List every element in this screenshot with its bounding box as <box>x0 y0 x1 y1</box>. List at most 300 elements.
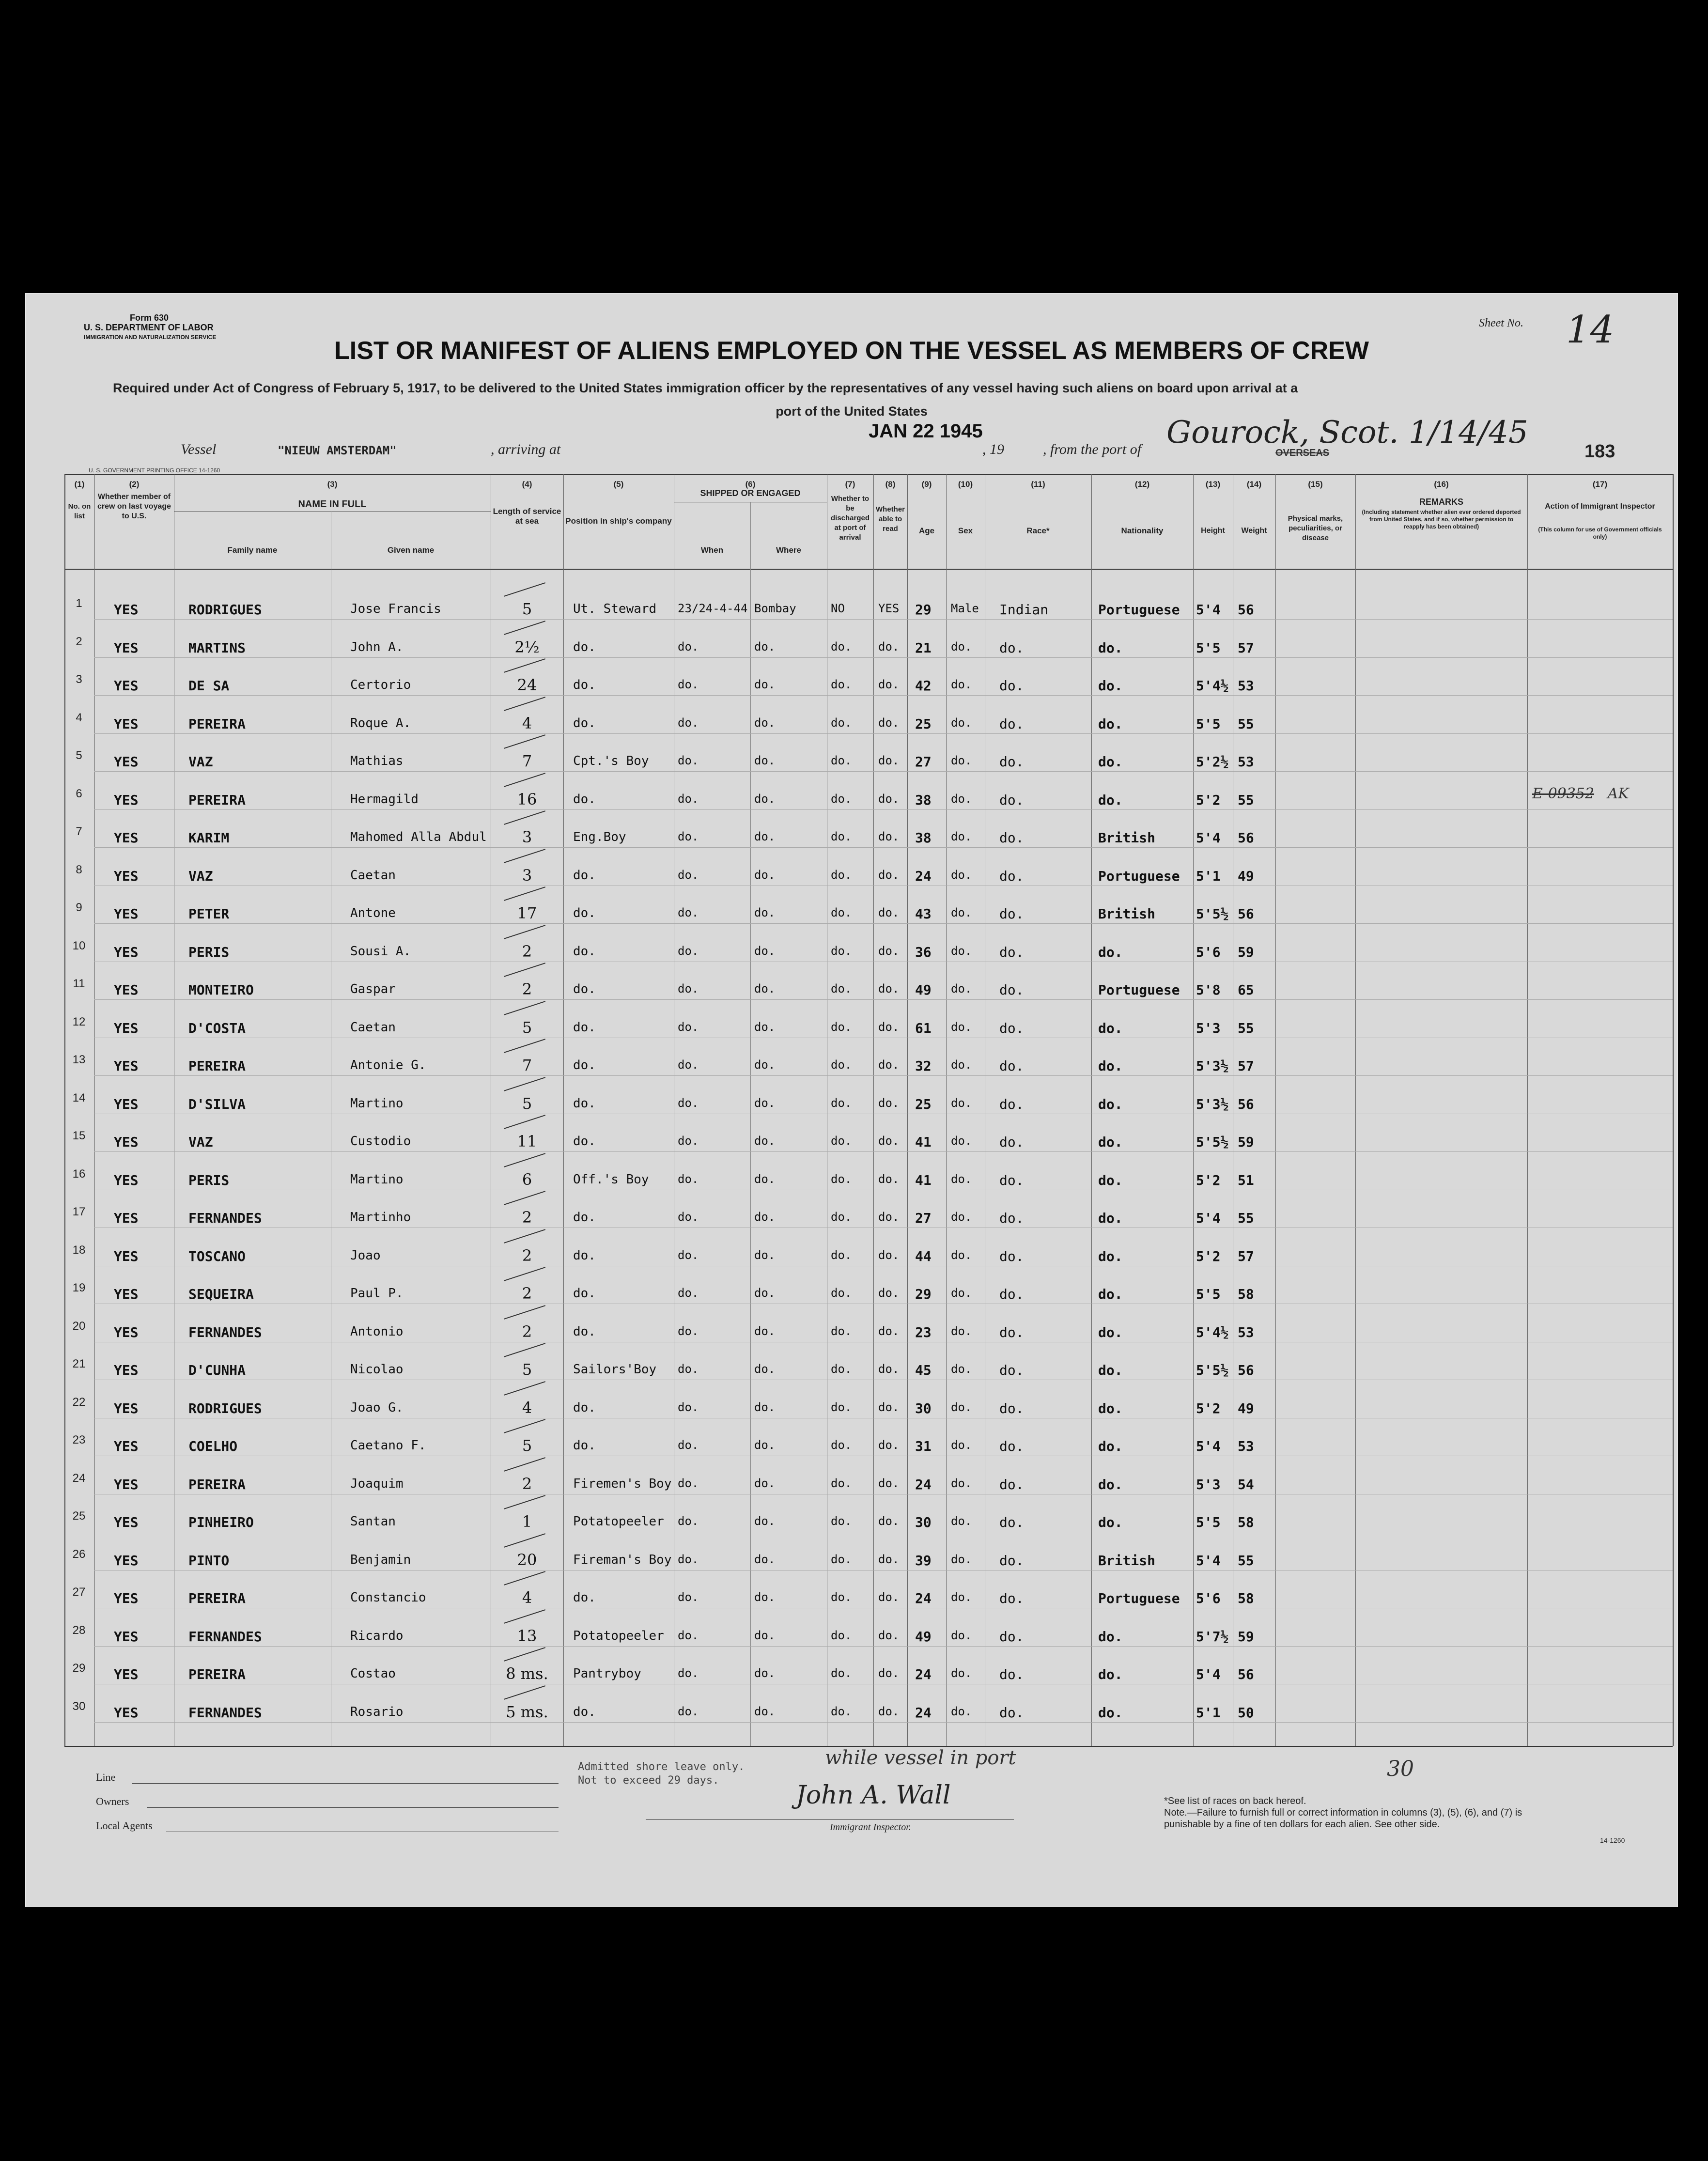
cell-when: do. <box>678 1400 699 1414</box>
cell-read: do. <box>878 1286 900 1300</box>
cell-read: do. <box>878 1628 900 1642</box>
cell-height: 5'5½ <box>1196 906 1229 922</box>
row-number: 25 <box>72 1509 86 1523</box>
cell-weight: 55 <box>1238 1020 1254 1036</box>
cell-family: SEQUEIRA <box>188 1286 254 1302</box>
cell-age: 24 <box>915 1476 932 1492</box>
cell-age: 30 <box>915 1514 932 1530</box>
cell-family: VAZ <box>188 868 213 884</box>
cell-sex: do. <box>951 868 972 882</box>
cell-nat: British <box>1098 906 1156 922</box>
service-check-mark <box>504 1647 545 1662</box>
row-rule <box>94 923 1673 924</box>
cell-disch: do. <box>831 1324 852 1338</box>
cell-sex: do. <box>951 1324 972 1338</box>
cell-nat: do. <box>1098 1324 1123 1340</box>
cell-sex: do. <box>951 1476 972 1490</box>
cell-when: do. <box>678 1020 699 1034</box>
cell-given: Certorio <box>350 678 411 692</box>
cell-position: do. <box>573 678 596 692</box>
footer-note-1: *See list of races on back hereof. <box>1164 1796 1306 1806</box>
cell-weight: 56 <box>1238 1362 1254 1378</box>
cell-where: do. <box>754 1134 776 1148</box>
cell-given: Roque A. <box>350 715 411 731</box>
cell-where: do. <box>754 868 776 882</box>
cell-prev: YES <box>114 1210 139 1226</box>
column-rule <box>1193 474 1194 1746</box>
header-c17: Action of Immigrant Inspector <box>1545 502 1655 511</box>
cell-when: do. <box>678 1666 699 1680</box>
cell-given: Mahomed Alla Abdul <box>350 830 487 844</box>
cell-race: do. <box>999 1476 1024 1492</box>
cell-height: 5'5 <box>1196 1514 1221 1530</box>
cell-position: Potatopeeler <box>573 1628 664 1643</box>
cell-position: do. <box>573 792 596 807</box>
cell-given: Custodio <box>350 1134 411 1149</box>
cell-prev: YES <box>114 1362 139 1378</box>
service-check-mark <box>504 925 545 939</box>
cell-age: 24 <box>915 1704 932 1721</box>
header-c2: Whether member of crew on last voyage to U.S. <box>97 493 171 520</box>
row-rule <box>94 1075 1673 1076</box>
cell-disch: do. <box>831 1590 852 1604</box>
cell-height: 5'7½ <box>1196 1628 1229 1645</box>
row-number: 11 <box>73 977 85 990</box>
header-c15: Physical marks, peculiarities, or disease <box>1288 514 1343 542</box>
cell-when: do. <box>678 868 699 882</box>
cell-read: do. <box>878 1248 900 1262</box>
cell-given: Sousi A. <box>350 944 411 959</box>
row-number: 10 <box>72 939 86 952</box>
cell-height: 5'4 <box>1196 602 1221 618</box>
cell-read: do. <box>878 1514 900 1528</box>
cell-age: 29 <box>915 602 932 618</box>
cell-sex: do. <box>951 982 972 995</box>
cell-age: 32 <box>915 1058 932 1074</box>
printing-office-note: U. S. GOVERNMENT PRINTING OFFICE 14-1260 <box>89 467 220 474</box>
cell-read: do. <box>878 1704 900 1718</box>
service-check-mark <box>504 1533 545 1548</box>
cell-family: MARTINS <box>188 639 246 656</box>
cell-prev: YES <box>114 792 139 808</box>
cell-prev: YES <box>114 678 139 694</box>
cell-height: 5'4 <box>1196 1210 1221 1226</box>
service-check-mark <box>504 1077 545 1091</box>
cell-given: John A. <box>350 639 404 654</box>
cell-where: do. <box>754 1476 776 1490</box>
cell-sex: do. <box>951 1514 972 1528</box>
cell-when: do. <box>678 639 699 653</box>
cell-given: Costao <box>350 1666 396 1681</box>
column-number: (1) <box>74 480 85 489</box>
cell-disch: do. <box>831 1438 852 1452</box>
cell-given: Joao G. <box>350 1400 404 1415</box>
cell-read: do. <box>878 1438 900 1452</box>
form-code: 14-1260 <box>1600 1836 1625 1844</box>
cell-race: do. <box>999 1172 1024 1188</box>
cell-height: 5'1 <box>1196 1704 1221 1721</box>
remark-row5-number: E-09352 <box>1532 785 1595 802</box>
inspector-signature: John A. Wall <box>796 1781 951 1810</box>
footer-note-2: Note.—Failure to furnish full or correct information in columns (3), (5), (6), and (7) is punishable by a fine of ten dollars for each alien. See other side. <box>1164 1807 1522 1830</box>
cell-age: 27 <box>915 1210 932 1226</box>
sheet-number: 14 <box>1566 308 1615 352</box>
cell-nat: do. <box>1098 1362 1123 1378</box>
cell-when: do. <box>678 1324 699 1338</box>
cell-race: do. <box>999 868 1024 884</box>
cell-family: DE SA <box>188 678 230 694</box>
cell-sex: do. <box>951 1628 972 1642</box>
cell-when: do. <box>678 830 699 843</box>
cell-disch: do. <box>831 678 852 691</box>
cell-prev: YES <box>114 602 139 618</box>
service-check-mark <box>504 1571 545 1586</box>
cell-sex: do. <box>951 1400 972 1414</box>
cell-family: D'COSTA <box>188 1020 246 1036</box>
service-check-mark <box>504 1343 545 1357</box>
header-c3: NAME IN FULL <box>298 499 367 510</box>
cell-sex: do. <box>951 1248 972 1262</box>
service-check-mark <box>504 773 545 787</box>
cell-read: do. <box>878 1096 900 1110</box>
cell-position: do. <box>573 1134 596 1149</box>
sheet-label: Sheet No. <box>1479 317 1523 329</box>
cell-where: do. <box>754 1248 776 1262</box>
cell-position: do. <box>573 906 596 920</box>
row-number: 4 <box>76 711 82 724</box>
service-check-mark <box>504 697 545 711</box>
cell-disch: do. <box>831 1704 852 1718</box>
cell-race: do. <box>999 830 1024 846</box>
row-number: 13 <box>72 1053 86 1066</box>
cell-age: 23 <box>915 1324 932 1340</box>
cell-age: 41 <box>915 1134 932 1150</box>
header-c8: Whether able to read <box>876 505 905 533</box>
cell-height: 5'3½ <box>1196 1096 1229 1112</box>
service-check-mark <box>504 1305 545 1320</box>
cell-nat: do. <box>1098 1628 1123 1645</box>
cell-service: 13 <box>517 1626 537 1645</box>
cell-family: MONTEIRO <box>188 982 254 998</box>
cell-prev: YES <box>114 1324 139 1340</box>
cell-sex: do. <box>951 1172 972 1186</box>
cell-disch: do. <box>831 639 852 653</box>
cell-nat: do. <box>1098 792 1123 808</box>
cell-prev: YES <box>114 1286 139 1302</box>
cell-nat: do. <box>1098 1514 1123 1530</box>
cell-read: YES <box>878 602 900 615</box>
cell-race: do. <box>999 715 1024 732</box>
column-number: (5) <box>613 480 624 489</box>
row-number: 30 <box>72 1699 86 1713</box>
cell-weight: 53 <box>1238 1438 1254 1454</box>
cell-sex: do. <box>951 1058 972 1072</box>
cell-weight: 49 <box>1238 1400 1254 1416</box>
cell-nat: do. <box>1098 1096 1123 1112</box>
cell-when: do. <box>678 1172 699 1186</box>
cell-age: 30 <box>915 1400 932 1416</box>
cell-disch: do. <box>831 944 852 958</box>
column-rule <box>907 474 908 1746</box>
cell-weight: 53 <box>1238 1324 1254 1340</box>
cell-family: TOSCANO <box>188 1248 246 1264</box>
cell-height: 5'6 <box>1196 944 1221 960</box>
cell-position: Potatopeeler <box>573 1514 664 1529</box>
cell-service: 2 <box>522 1208 532 1227</box>
header-c6b: Where <box>776 545 801 555</box>
cell-read: do. <box>878 906 900 919</box>
cell-when: do. <box>678 1134 699 1148</box>
cell-prev: YES <box>114 715 139 732</box>
cell-where: do. <box>754 1590 776 1604</box>
cell-age: 24 <box>915 1590 932 1606</box>
service-check-mark <box>504 658 545 673</box>
row-number: 22 <box>72 1395 86 1409</box>
cell-race: do. <box>999 906 1024 922</box>
cell-service: 2 <box>522 1246 532 1265</box>
cell-nat: Portuguese <box>1098 868 1180 884</box>
cell-family: KARIM <box>188 830 230 846</box>
cell-weight: 55 <box>1238 1210 1254 1226</box>
cell-where: Bombay <box>754 602 796 615</box>
cell-read: do. <box>878 1552 900 1566</box>
cell-given: Mathias <box>350 754 404 768</box>
service-check-mark <box>504 849 545 863</box>
cell-family: RODRIGUES <box>188 1400 262 1416</box>
row-number: 29 <box>72 1662 86 1675</box>
row-number: 5 <box>76 749 82 762</box>
row-rule <box>94 999 1673 1000</box>
cell-prev: YES <box>114 1514 139 1530</box>
cell-weight: 55 <box>1238 715 1254 732</box>
cell-service: 7 <box>522 752 532 770</box>
cell-given: Constancio <box>350 1590 426 1605</box>
cell-service: 4 <box>522 714 532 732</box>
row-number: 27 <box>72 1586 86 1599</box>
cell-position: do. <box>573 1590 596 1605</box>
cell-family: PEREIRA <box>188 715 246 732</box>
cell-given: Paul P. <box>350 1286 404 1301</box>
header-c6: SHIPPED OR ENGAGED <box>700 488 801 498</box>
service-check-mark <box>504 1267 545 1281</box>
cell-read: do. <box>878 678 900 691</box>
signature-rule <box>646 1819 1014 1820</box>
cell-given: Antonio <box>350 1324 404 1339</box>
cell-family: PERIS <box>188 1172 230 1188</box>
cell-sex: do. <box>951 1020 972 1034</box>
cell-race: do. <box>999 1096 1024 1112</box>
cell-when: do. <box>678 754 699 767</box>
service-check-mark <box>504 1381 545 1396</box>
column-number: (3) <box>327 480 338 489</box>
header-c10: Sex <box>958 526 973 535</box>
cell-position: do. <box>573 1704 596 1719</box>
cell-when: do. <box>678 1514 699 1528</box>
cell-weight: 55 <box>1238 792 1254 808</box>
year-label: , 19 <box>982 441 1004 457</box>
cell-nat: do. <box>1098 1172 1123 1188</box>
cell-given: Benjamin <box>350 1552 411 1567</box>
service-check-mark <box>504 1115 545 1129</box>
row-number: 26 <box>72 1547 86 1561</box>
header-c16-sub: (Including statement whether alien ever ordered deported from United States, and if so, whether permission to reapply has been obtained) <box>1362 509 1521 530</box>
cell-where: do. <box>754 678 776 691</box>
cell-race: do. <box>999 678 1024 694</box>
cell-service: 5 <box>522 1018 532 1037</box>
cell-given: Ricardo <box>350 1628 404 1643</box>
cell-where: do. <box>754 1628 776 1642</box>
row-rule <box>94 619 1673 620</box>
cell-weight: 56 <box>1238 602 1254 618</box>
cell-weight: 50 <box>1238 1704 1254 1721</box>
cell-age: 61 <box>915 1020 932 1036</box>
cell-position: do. <box>573 1438 596 1453</box>
cell-disch: do. <box>831 754 852 767</box>
footer-line-label: Line <box>96 1771 116 1783</box>
cell-height: 5'1 <box>1196 868 1221 884</box>
cell-height: 5'3½ <box>1196 1058 1229 1074</box>
column-number: (13) <box>1205 480 1221 489</box>
cell-given: Antone <box>350 906 396 920</box>
cell-prev: YES <box>114 1172 139 1188</box>
required-text: Required under Act of Congress of February 5, 1917, to be delivered to the United States immigration officer by the representatives of any vessel having such aliens on board upon arrival at a <box>113 381 1298 395</box>
cell-height: 5'2½ <box>1196 754 1229 770</box>
remark-row5 <box>1532 785 1629 802</box>
cell-weight: 57 <box>1238 1248 1254 1264</box>
cell-service: 16 <box>517 790 537 808</box>
typed-remark <box>578 1760 745 1788</box>
cell-prev: YES <box>114 1476 139 1492</box>
cell-prev: YES <box>114 982 139 998</box>
column-number: (2) <box>129 480 140 489</box>
column-rule <box>1673 474 1674 1746</box>
cell-read: do. <box>878 982 900 995</box>
cell-position: Pantryboy <box>573 1666 641 1681</box>
service-check-mark <box>504 1153 545 1167</box>
cell-age: 39 <box>915 1552 932 1569</box>
service-check-mark <box>504 963 545 977</box>
cell-service: 4 <box>522 1398 532 1417</box>
cell-family: FERNANDES <box>188 1704 262 1721</box>
cell-position: Off.'s Boy <box>573 1172 649 1187</box>
cell-age: 25 <box>915 715 932 732</box>
column-rule <box>873 474 874 1746</box>
cell-nat: do. <box>1098 1210 1123 1226</box>
cell-sex: do. <box>951 944 972 958</box>
cell-weight: 56 <box>1238 1096 1254 1112</box>
header-c1: No. on list <box>68 502 91 520</box>
cell-weight: 58 <box>1238 1286 1254 1302</box>
cell-weight: 59 <box>1238 1628 1254 1645</box>
column-rule <box>1091 474 1092 1746</box>
cell-sex: Male <box>951 602 979 615</box>
cell-race: do. <box>999 944 1024 960</box>
cell-where: do. <box>754 792 776 806</box>
cell-service: 17 <box>517 904 537 922</box>
handwritten-remark: while vessel in port <box>825 1747 1016 1769</box>
cell-weight: 59 <box>1238 1134 1254 1150</box>
cell-given: Caetano F. <box>350 1438 426 1453</box>
cell-race: do. <box>999 1286 1024 1302</box>
service-check-mark <box>504 1191 545 1205</box>
cell-family: D'CUNHA <box>188 1362 246 1378</box>
arriving-label: , arriving at <box>491 441 561 457</box>
cell-when: do. <box>678 1552 699 1566</box>
cell-read: do. <box>878 1058 900 1072</box>
cell-prev: YES <box>114 1666 139 1682</box>
row-number: 8 <box>76 863 82 876</box>
cell-given: Martino <box>350 1096 404 1111</box>
cell-disch: do. <box>831 982 852 995</box>
cell-prev: YES <box>114 639 139 656</box>
cell-position: do. <box>573 639 596 654</box>
row-number: 19 <box>72 1281 86 1294</box>
cell-read: do. <box>878 1666 900 1680</box>
cell-disch: do. <box>831 1552 852 1566</box>
cell-sex: do. <box>951 1210 972 1224</box>
cell-disch: do. <box>831 1134 852 1148</box>
service-check-mark <box>504 1457 545 1472</box>
cell-race: do. <box>999 639 1024 656</box>
column-rule <box>1355 474 1356 1746</box>
column-number: (8) <box>885 480 896 489</box>
row-number: 24 <box>72 1471 86 1485</box>
cell-family: VAZ <box>188 754 213 770</box>
cell-disch: do. <box>831 906 852 919</box>
cell-where: do. <box>754 1362 776 1376</box>
cell-race: do. <box>999 1552 1024 1569</box>
cell-service: 5 <box>522 600 532 618</box>
cell-family: PEREIRA <box>188 1590 246 1606</box>
cell-nat: Portuguese <box>1098 1590 1180 1606</box>
service-check-mark <box>504 1495 545 1509</box>
row-number: 2 <box>76 635 82 648</box>
service-check-mark <box>504 1039 545 1053</box>
column-number: (6) <box>745 480 756 489</box>
cell-nat: British <box>1098 1552 1156 1569</box>
cell-read: do. <box>878 1324 900 1338</box>
cell-prev: YES <box>114 1058 139 1074</box>
cell-height: 5'4½ <box>1196 1324 1229 1340</box>
cell-height: 5'5 <box>1196 1286 1221 1302</box>
cell-when: do. <box>678 982 699 995</box>
column-number: (4) <box>522 480 532 489</box>
cell-family: RODRIGUES <box>188 602 262 618</box>
cell-nat: Portuguese <box>1098 982 1180 998</box>
cell-service: 2 <box>522 942 532 961</box>
cell-read: do. <box>878 754 900 767</box>
cell-position: do. <box>573 982 596 996</box>
inspector-label: Immigrant Inspector. <box>830 1822 911 1833</box>
cell-when: do. <box>678 1210 699 1224</box>
service-check-mark <box>504 810 545 825</box>
row-rule <box>94 771 1673 772</box>
cell-race: do. <box>999 1210 1024 1226</box>
row-number: 14 <box>72 1091 86 1104</box>
cell-prev: YES <box>114 754 139 770</box>
row-number: 21 <box>72 1357 86 1370</box>
header-c3b: Given name <box>387 545 435 555</box>
cell-height: 5'4½ <box>1196 678 1229 694</box>
cell-nat: do. <box>1098 1476 1123 1492</box>
cell-given: Joaquim <box>350 1476 404 1491</box>
cell-where: do. <box>754 1552 776 1566</box>
vessel-name: "NIEUW AMSTERDAM" <box>278 444 397 457</box>
cell-race: do. <box>999 1248 1024 1264</box>
cell-service: 5 <box>522 1094 532 1113</box>
cell-sex: do. <box>951 830 972 843</box>
cell-service: 2 <box>522 1322 532 1341</box>
